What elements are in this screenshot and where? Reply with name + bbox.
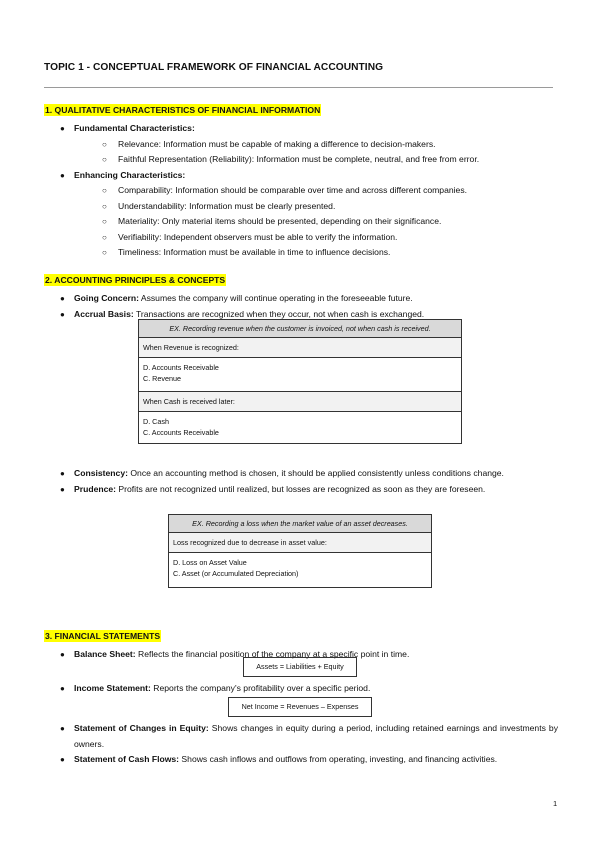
debit-line: D. Cash bbox=[143, 417, 169, 426]
bullet-icon: ● bbox=[60, 294, 65, 303]
list-item bbox=[102, 245, 558, 261]
cash-flow-text: Shows cash inflows and outflows from operating, investing, and financing activities. bbox=[179, 754, 498, 764]
debit-line: D. Loss on Asset Value bbox=[173, 558, 247, 567]
bullet-icon: ● bbox=[60, 724, 65, 733]
enhancing-item: Materiality: Only material items should be presented, depending on their significance. bbox=[118, 216, 442, 226]
balance-sheet-term: Balance Sheet: bbox=[74, 649, 136, 659]
income-statement-term: Income Statement: bbox=[74, 683, 151, 693]
bullet-icon: ● bbox=[60, 170, 65, 180]
hollow-bullet-icon: ○ bbox=[102, 232, 107, 242]
list-item bbox=[60, 168, 558, 184]
list-item bbox=[60, 121, 558, 137]
list-item bbox=[102, 230, 558, 246]
credit-line: C. Asset (or Accumulated Depreciation) bbox=[173, 569, 299, 578]
journal-entry bbox=[169, 553, 431, 587]
accrual-example-table bbox=[138, 319, 462, 444]
table-label: When Cash is received later: bbox=[139, 392, 461, 412]
list-item bbox=[102, 183, 558, 199]
consistency-term: Consistency: bbox=[74, 468, 128, 478]
list-item bbox=[60, 482, 558, 498]
list-item bbox=[102, 137, 558, 153]
hollow-bullet-icon: ○ bbox=[102, 155, 107, 164]
balance-formula-box: Assets = Liabilities + Equity bbox=[243, 657, 357, 677]
bullet-icon: ● bbox=[60, 684, 65, 693]
journal-entry bbox=[139, 412, 461, 443]
journal-entry bbox=[139, 358, 461, 392]
list-item bbox=[60, 681, 558, 697]
income-statement-text: Reports the company's profitability over a specific period. bbox=[150, 683, 371, 693]
enhancing-item: Verifiability: Independent observers must be able to verify the information. bbox=[118, 231, 398, 242]
bullet-icon: ● bbox=[60, 309, 65, 319]
going-concern-term: Going Concern: bbox=[74, 293, 139, 303]
equity-statement-text: Shows changes in equity during a period, including retained earnings and investments by owners. bbox=[74, 723, 558, 749]
accrual-text: Transactions are recognized when they occur, not when cash is exchanged. bbox=[133, 308, 425, 319]
bullet-icon: ● bbox=[60, 469, 65, 478]
hollow-bullet-icon: ○ bbox=[102, 186, 107, 195]
enhancing-item: Timeliness: Information must be available in time to influence decisions. bbox=[118, 247, 391, 257]
prudence-example-table bbox=[168, 514, 432, 588]
balance-sheet-text: Reflects the financial position of the company at a specific point in time. bbox=[135, 649, 410, 659]
enhancing-item: Understandability: Information must be clearly presented. bbox=[118, 200, 336, 211]
page-number: 1 bbox=[553, 799, 558, 808]
prudence-term: Prudence: bbox=[74, 483, 117, 494]
list-item bbox=[102, 199, 558, 215]
list-item bbox=[102, 152, 558, 168]
list-item bbox=[60, 752, 558, 768]
hollow-bullet-icon: ○ bbox=[102, 217, 107, 226]
hollow-bullet-icon: ○ bbox=[102, 201, 107, 211]
section-statements-income bbox=[44, 681, 558, 697]
list-item bbox=[60, 721, 558, 752]
consistency-text: Once an accounting method is chosen, it should be applied consistently unless conditions change. bbox=[127, 468, 504, 478]
hollow-bullet-icon: ○ bbox=[102, 139, 107, 149]
bullet-icon: ● bbox=[60, 755, 65, 764]
list-item bbox=[60, 466, 558, 482]
accrual-term: Accrual Basis: bbox=[74, 308, 134, 319]
equity-statement-term: Statement of Changes in Equity: bbox=[74, 723, 209, 733]
section-principles bbox=[44, 270, 558, 322]
bullet-icon: ● bbox=[60, 650, 65, 659]
hollow-bullet-icon: ○ bbox=[102, 248, 107, 257]
page-title: TOPIC 1 - CONCEPTUAL FRAMEWORK OF FINANCIAL ACCOUNTING bbox=[44, 62, 384, 73]
title-divider bbox=[44, 87, 553, 88]
debit-line: D. Accounts Receivable bbox=[143, 363, 219, 372]
list-item bbox=[60, 291, 558, 307]
list-item bbox=[102, 214, 558, 230]
section-3-heading: 3. FINANCIAL STATEMENTS bbox=[45, 631, 161, 641]
section-1-heading: 1. QUALITATIVE CHARACTERISTICS OF FINANCIAL INFORMATION bbox=[45, 105, 321, 115]
section-statements-rest bbox=[44, 721, 558, 768]
credit-line: C. Accounts Receivable bbox=[143, 428, 219, 437]
section-qualitative bbox=[44, 100, 558, 261]
table-header: EX. Recording a loss when the market value of an asset decreases. bbox=[169, 515, 431, 533]
section-2-heading: 2. ACCOUNTING PRINCIPLES & CONCEPTS bbox=[45, 275, 226, 285]
income-formula-box: Net Income = Revenues – Expenses bbox=[228, 697, 372, 717]
prudence-text: Profits are not recognized until realized, but losses are recognized as soon as they are foreseen. bbox=[116, 483, 486, 494]
fundamental-item: Faithful Representation (Reliability): Information must be complete, neutral, and free from error. bbox=[118, 154, 480, 164]
bullet-icon: ● bbox=[60, 484, 65, 494]
enhancing-label: Enhancing Characteristics: bbox=[74, 169, 186, 180]
table-label: Loss recognized due to decrease in asset value: bbox=[169, 533, 431, 553]
table-header: EX. Recording revenue when the customer is invoiced, not when cash is received. bbox=[139, 320, 461, 338]
fundamental-item: Relevance: Information must be capable of making a difference to decision-makers. bbox=[118, 138, 436, 149]
credit-line: C. Revenue bbox=[143, 374, 181, 383]
going-concern-text: Assumes the company will continue operating in the foreseeable future. bbox=[138, 293, 413, 303]
section-principles-cont bbox=[44, 466, 558, 497]
cash-flow-term: Statement of Cash Flows: bbox=[74, 754, 180, 764]
fundamental-label: Fundamental Characteristics: bbox=[74, 123, 195, 133]
bullet-icon: ● bbox=[60, 124, 65, 133]
table-label: When Revenue is recognized: bbox=[139, 338, 461, 358]
enhancing-item: Comparability: Information should be comparable over time and across different companies. bbox=[118, 185, 468, 195]
